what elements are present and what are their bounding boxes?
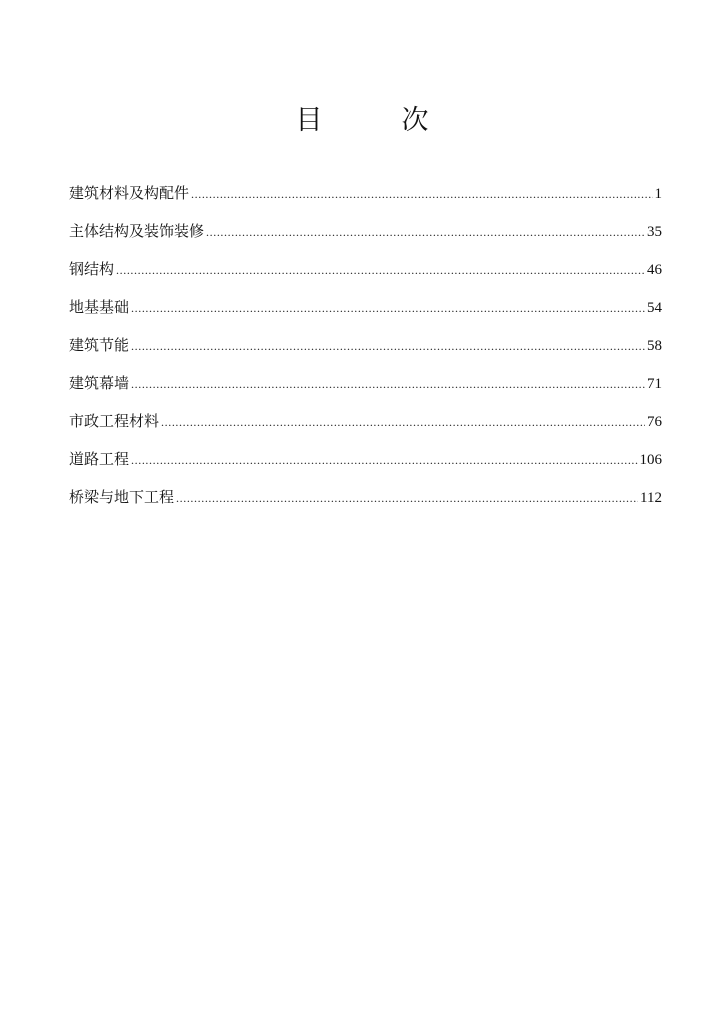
- toc-entry-bridge-underground[interactable]: [69, 486, 662, 524]
- toc-entry-label: 桥梁与地下工程: [69, 490, 175, 506]
- dot-leader: [131, 296, 645, 320]
- toc-entry-label: 市政工程材料: [69, 414, 160, 430]
- toc-entry-label: 建筑材料及构配件: [69, 186, 190, 202]
- toc-entry-page-number: 46: [647, 262, 662, 278]
- toc-entry-curtain-wall[interactable]: [69, 372, 662, 410]
- dot-leader: [161, 410, 645, 434]
- toc-entry-label: 道路工程: [69, 452, 130, 468]
- toc-entry-main-structure[interactable]: [69, 220, 662, 258]
- toc-entry-label: 钢结构: [69, 262, 115, 278]
- toc-entry-page-number: 76: [647, 414, 662, 430]
- toc-entry-energy-saving[interactable]: [69, 334, 662, 372]
- toc-entry-page-number: 71: [647, 376, 662, 392]
- toc-entry-foundation[interactable]: [69, 296, 662, 334]
- toc-entry-page-number: 54: [647, 300, 662, 316]
- toc-entry-page-number: 112: [640, 490, 662, 506]
- dot-leader: [191, 182, 652, 206]
- dot-leader: [116, 258, 645, 282]
- table-of-contents: [69, 182, 662, 524]
- dot-leader: [131, 334, 645, 358]
- toc-entry-label: 建筑节能: [69, 338, 130, 354]
- toc-entry-building-materials[interactable]: [69, 182, 662, 220]
- toc-entry-label: 建筑幕墙: [69, 376, 130, 392]
- toc-entry-page-number: 1: [654, 186, 662, 202]
- dot-leader: [131, 372, 645, 396]
- dot-leader: [206, 220, 645, 244]
- toc-entry-label: 主体结构及装饰装修: [69, 224, 205, 240]
- toc-entry-page-number: 58: [647, 338, 662, 354]
- toc-entry-page-number: 106: [639, 452, 662, 468]
- toc-entry-road-engineering[interactable]: [69, 448, 662, 486]
- toc-entry-municipal-materials[interactable]: [69, 410, 662, 448]
- dot-leader: [176, 486, 638, 510]
- page-title: 目 次: [295, 105, 455, 135]
- toc-entry-steel-structure[interactable]: [69, 258, 662, 296]
- toc-entry-label: 地基基础: [69, 300, 130, 316]
- toc-entry-page-number: 35: [647, 224, 662, 240]
- dot-leader: [131, 448, 637, 472]
